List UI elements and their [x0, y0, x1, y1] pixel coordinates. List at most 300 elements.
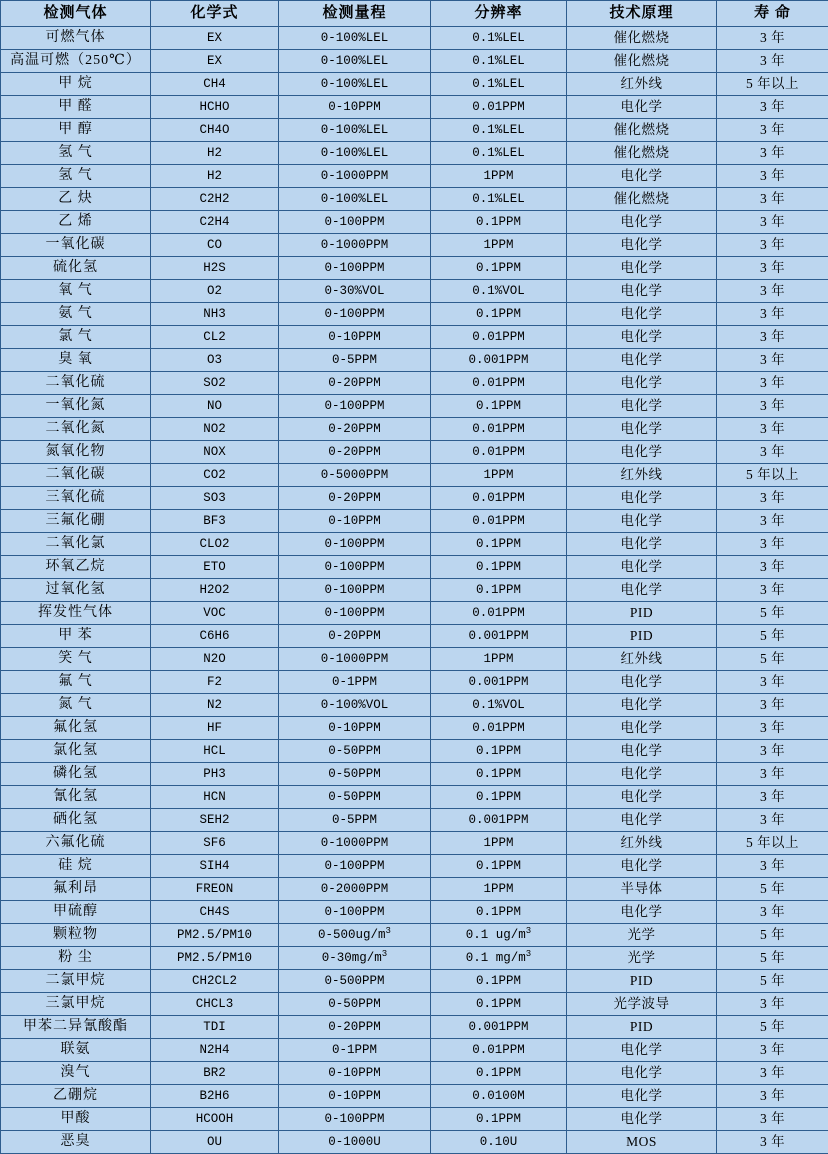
cell-gas-name: 氢 气 — [1, 165, 151, 188]
cell-resolution: 0.1PPM — [431, 211, 567, 234]
cell-formula: CH4S — [151, 901, 279, 924]
cell-formula: FREON — [151, 878, 279, 901]
cell-lifetime: 3 年 — [717, 96, 828, 119]
cell-formula: EX — [151, 27, 279, 50]
cell-formula: O3 — [151, 349, 279, 372]
cell-formula: SEH2 — [151, 809, 279, 832]
cell-gas-name: 氰化氢 — [1, 786, 151, 809]
cell-technology: PID — [567, 970, 717, 993]
cell-lifetime: 3 年 — [717, 1085, 828, 1108]
cell-gas-name: 笑 气 — [1, 648, 151, 671]
table-row — [1, 234, 828, 257]
cell-range: 0-100PPM — [279, 211, 431, 234]
cell-formula: SO3 — [151, 487, 279, 510]
cell-gas-name: 二氧化氮 — [1, 418, 151, 441]
cell-gas-name: 氨 气 — [1, 303, 151, 326]
cell-technology: 电化学 — [567, 786, 717, 809]
cell-formula: N2 — [151, 694, 279, 717]
cell-range: 0-1000PPM — [279, 832, 431, 855]
cell-formula: HCN — [151, 786, 279, 809]
cell-lifetime: 3 年 — [717, 533, 828, 556]
cell-formula: ETO — [151, 556, 279, 579]
table-row — [1, 96, 828, 119]
cell-resolution: 0.1PPM — [431, 1062, 567, 1085]
cell-technology: 电化学 — [567, 855, 717, 878]
cell-technology: 电化学 — [567, 533, 717, 556]
cell-range: 0-20PPM — [279, 372, 431, 395]
table-row — [1, 418, 828, 441]
cell-formula: PH3 — [151, 763, 279, 786]
cell-technology: 电化学 — [567, 1062, 717, 1085]
cell-gas-name: 甲硫醇 — [1, 901, 151, 924]
cell-range: 0-10PPM — [279, 510, 431, 533]
cell-technology: 催化燃烧 — [567, 27, 717, 50]
table-row — [1, 395, 828, 418]
table-row — [1, 717, 828, 740]
cell-technology: 电化学 — [567, 211, 717, 234]
cell-lifetime: 3 年 — [717, 786, 828, 809]
cell-gas-name: 乙 炔 — [1, 188, 151, 211]
cell-technology: 电化学 — [567, 1039, 717, 1062]
table-row — [1, 533, 828, 556]
cell-lifetime: 3 年 — [717, 50, 828, 73]
table-row — [1, 947, 828, 970]
cell-formula: CO2 — [151, 464, 279, 487]
table-row — [1, 188, 828, 211]
table-row — [1, 372, 828, 395]
cell-technology: MOS — [567, 1131, 717, 1154]
cell-resolution: 0.10U — [431, 1131, 567, 1154]
table-row — [1, 510, 828, 533]
cell-resolution: 0.1PPM — [431, 970, 567, 993]
cell-resolution: 1PPM — [431, 878, 567, 901]
table-row — [1, 970, 828, 993]
cell-gas-name: 乙硼烷 — [1, 1085, 151, 1108]
cell-lifetime: 3 年 — [717, 901, 828, 924]
cell-lifetime: 3 年 — [717, 1108, 828, 1131]
cell-range: 0-10PPM — [279, 1085, 431, 1108]
cell-gas-name: 一氧化氮 — [1, 395, 151, 418]
table-row — [1, 487, 828, 510]
cell-lifetime: 3 年 — [717, 1131, 828, 1154]
cell-technology: 红外线 — [567, 464, 717, 487]
table-row — [1, 1039, 828, 1062]
cell-range: 0-1PPM — [279, 1039, 431, 1062]
cell-technology: 红外线 — [567, 648, 717, 671]
cell-lifetime: 3 年 — [717, 395, 828, 418]
cell-formula: HCL — [151, 740, 279, 763]
cell-range: 0-1PPM — [279, 671, 431, 694]
cell-gas-name: 甲 醛 — [1, 96, 151, 119]
cell-gas-name: 臭 氧 — [1, 349, 151, 372]
cell-formula: CHCL3 — [151, 993, 279, 1016]
cell-range: 0-100PPM — [279, 556, 431, 579]
table-row — [1, 901, 828, 924]
cell-formula: OU — [151, 1131, 279, 1154]
cell-gas-name: 三氧化硫 — [1, 487, 151, 510]
cell-formula: SO2 — [151, 372, 279, 395]
table-header-row — [1, 1, 828, 27]
cell-resolution: 0.1%LEL — [431, 142, 567, 165]
cell-resolution: 0.1%LEL — [431, 50, 567, 73]
cell-gas-name: 甲酸 — [1, 1108, 151, 1131]
cell-technology: 电化学 — [567, 280, 717, 303]
cell-resolution: 0.01PPM — [431, 96, 567, 119]
cell-range: 0-50PPM — [279, 786, 431, 809]
cell-lifetime: 3 年 — [717, 372, 828, 395]
cell-technology: 光学波导 — [567, 993, 717, 1016]
cell-formula: H2S — [151, 257, 279, 280]
cell-resolution: 0.1PPM — [431, 556, 567, 579]
column-header-resolution: 分辨率 — [431, 1, 567, 27]
cell-technology: 电化学 — [567, 418, 717, 441]
column-header-gas-name: 检测气体 — [1, 1, 151, 27]
cell-resolution: 0.1PPM — [431, 740, 567, 763]
cell-gas-name: 联氨 — [1, 1039, 151, 1062]
cell-range: 0-100PPM — [279, 579, 431, 602]
cell-gas-name: 可燃气体 — [1, 27, 151, 50]
cell-formula: HCHO — [151, 96, 279, 119]
cell-formula: NH3 — [151, 303, 279, 326]
cell-technology: 电化学 — [567, 257, 717, 280]
cell-technology: 电化学 — [567, 234, 717, 257]
cell-resolution: 0.1%LEL — [431, 73, 567, 96]
cell-lifetime: 3 年 — [717, 1062, 828, 1085]
cell-formula: PM2.5/PM10 — [151, 924, 279, 947]
cell-resolution: 0.01PPM — [431, 418, 567, 441]
cell-technology: 电化学 — [567, 326, 717, 349]
cell-formula: CL2 — [151, 326, 279, 349]
cell-formula: EX — [151, 50, 279, 73]
cell-formula: N2O — [151, 648, 279, 671]
table-row — [1, 1016, 828, 1039]
cell-lifetime: 3 年 — [717, 556, 828, 579]
table-row — [1, 579, 828, 602]
cell-formula: O2 — [151, 280, 279, 303]
cell-technology: PID — [567, 602, 717, 625]
cell-technology: 电化学 — [567, 671, 717, 694]
table-row — [1, 1131, 828, 1154]
cell-technology: 电化学 — [567, 740, 717, 763]
cell-gas-name: 氟利昂 — [1, 878, 151, 901]
cell-technology: 红外线 — [567, 73, 717, 96]
cell-lifetime: 3 年 — [717, 993, 828, 1016]
cell-gas-name: 二氧化硫 — [1, 372, 151, 395]
cell-technology: 催化燃烧 — [567, 142, 717, 165]
cell-formula: N2H4 — [151, 1039, 279, 1062]
cell-range: 0-10PPM — [279, 96, 431, 119]
column-header-technology: 技术原理 — [567, 1, 717, 27]
table-row — [1, 625, 828, 648]
cell-gas-name: 氟 气 — [1, 671, 151, 694]
cell-resolution: 0.001PPM — [431, 625, 567, 648]
table-row — [1, 809, 828, 832]
cell-range: 0-100%LEL — [279, 188, 431, 211]
cell-resolution: 0.1 $mg/m^3$ — [431, 947, 567, 970]
cell-technology: 催化燃烧 — [567, 119, 717, 142]
cell-lifetime: 3 年 — [717, 303, 828, 326]
cell-range: $0-500ug/m^3$ — [279, 924, 431, 947]
cell-lifetime: 3 年 — [717, 487, 828, 510]
cell-gas-name: 一氧化碳 — [1, 234, 151, 257]
cell-lifetime: 5 年以上 — [717, 73, 828, 96]
cell-range: 0-100PPM — [279, 395, 431, 418]
cell-formula: CH4 — [151, 73, 279, 96]
cell-formula: BR2 — [151, 1062, 279, 1085]
cell-resolution: 0.1PPM — [431, 395, 567, 418]
cell-lifetime: 3 年 — [717, 717, 828, 740]
cell-technology: PID — [567, 1016, 717, 1039]
cell-formula: C2H4 — [151, 211, 279, 234]
cell-lifetime: 5 年 — [717, 625, 828, 648]
cell-resolution: 0.01PPM — [431, 441, 567, 464]
table-row — [1, 326, 828, 349]
cell-lifetime: 3 年 — [717, 280, 828, 303]
cell-lifetime: 5 年 — [717, 924, 828, 947]
cell-technology: 电化学 — [567, 303, 717, 326]
table-row — [1, 441, 828, 464]
cell-gas-name: 二氧化碳 — [1, 464, 151, 487]
table-row — [1, 165, 828, 188]
table-row — [1, 993, 828, 1016]
cell-formula: VOC — [151, 602, 279, 625]
cell-range: 0-1000PPM — [279, 234, 431, 257]
cell-gas-name: 六氟化硫 — [1, 832, 151, 855]
cell-gas-name: 氮 气 — [1, 694, 151, 717]
table-row — [1, 763, 828, 786]
cell-range: 0-20PPM — [279, 487, 431, 510]
table-row — [1, 303, 828, 326]
cell-formula: HCOOH — [151, 1108, 279, 1131]
cell-formula: C2H2 — [151, 188, 279, 211]
cell-resolution: 0.01PPM — [431, 510, 567, 533]
cell-formula: H2 — [151, 142, 279, 165]
cell-lifetime: 5 年 — [717, 878, 828, 901]
cell-range: $0-30mg/m^3$ — [279, 947, 431, 970]
cell-range: 0-100PPM — [279, 257, 431, 280]
cell-technology: 催化燃烧 — [567, 188, 717, 211]
cell-technology: PID — [567, 625, 717, 648]
cell-formula: NO — [151, 395, 279, 418]
cell-lifetime: 5 年 — [717, 970, 828, 993]
cell-resolution: 0.1%LEL — [431, 188, 567, 211]
table-row — [1, 27, 828, 50]
table-row — [1, 924, 828, 947]
cell-range: 0-1000PPM — [279, 165, 431, 188]
cell-resolution: 1PPM — [431, 464, 567, 487]
cell-formula: SF6 — [151, 832, 279, 855]
cell-technology: 光学 — [567, 947, 717, 970]
cell-resolution: 0.01PPM — [431, 1039, 567, 1062]
cell-technology: 电化学 — [567, 372, 717, 395]
cell-range: 0-10PPM — [279, 1062, 431, 1085]
cell-resolution: 0.001PPM — [431, 671, 567, 694]
cell-lifetime: 3 年 — [717, 1039, 828, 1062]
table-row — [1, 257, 828, 280]
cell-lifetime: 3 年 — [717, 349, 828, 372]
cell-range: 0-100PPM — [279, 901, 431, 924]
cell-technology: 电化学 — [567, 717, 717, 740]
column-header-range: 检测量程 — [279, 1, 431, 27]
cell-lifetime: 3 年 — [717, 510, 828, 533]
cell-lifetime: 3 年 — [717, 763, 828, 786]
cell-resolution: 0.1PPM — [431, 786, 567, 809]
cell-technology: 电化学 — [567, 556, 717, 579]
table-row — [1, 1108, 828, 1131]
cell-technology: 电化学 — [567, 1085, 717, 1108]
cell-lifetime: 5 年 — [717, 602, 828, 625]
table-row — [1, 786, 828, 809]
cell-range: 0-1000PPM — [279, 648, 431, 671]
cell-lifetime: 3 年 — [717, 27, 828, 50]
cell-gas-name: 过氧化氢 — [1, 579, 151, 602]
cell-range: 0-100%LEL — [279, 50, 431, 73]
cell-range: 0-100PPM — [279, 602, 431, 625]
cell-lifetime: 3 年 — [717, 694, 828, 717]
cell-lifetime: 3 年 — [717, 188, 828, 211]
table-row — [1, 119, 828, 142]
cell-formula: NO2 — [151, 418, 279, 441]
cell-gas-name: 颗粒物 — [1, 924, 151, 947]
cell-range: 0-5000PPM — [279, 464, 431, 487]
cell-technology: 电化学 — [567, 763, 717, 786]
table-row — [1, 142, 828, 165]
cell-gas-name: 二氧化氯 — [1, 533, 151, 556]
cell-resolution: 0.1%LEL — [431, 119, 567, 142]
cell-formula: CH4O — [151, 119, 279, 142]
table-row — [1, 855, 828, 878]
cell-resolution: 0.1PPM — [431, 1108, 567, 1131]
column-header-formula: 化学式 — [151, 1, 279, 27]
cell-technology: 红外线 — [567, 832, 717, 855]
cell-gas-name: 硒化氢 — [1, 809, 151, 832]
cell-range: 0-100PPM — [279, 1108, 431, 1131]
cell-lifetime: 5 年 — [717, 947, 828, 970]
cell-technology: 电化学 — [567, 809, 717, 832]
cell-formula: HF — [151, 717, 279, 740]
cell-gas-name: 氧 气 — [1, 280, 151, 303]
cell-range: 0-100%LEL — [279, 119, 431, 142]
cell-lifetime: 5 年 — [717, 1016, 828, 1039]
cell-gas-name: 甲 苯 — [1, 625, 151, 648]
cell-technology: 电化学 — [567, 901, 717, 924]
cell-resolution: 0.1PPM — [431, 901, 567, 924]
cell-gas-name: 溴气 — [1, 1062, 151, 1085]
cell-technology: 电化学 — [567, 487, 717, 510]
cell-range: 0-10PPM — [279, 717, 431, 740]
cell-gas-name: 磷化氢 — [1, 763, 151, 786]
cell-technology: 电化学 — [567, 165, 717, 188]
cell-range: 0-2000PPM — [279, 878, 431, 901]
table-row — [1, 211, 828, 234]
cell-range: 0-100%VOL — [279, 694, 431, 717]
cell-technology: 电化学 — [567, 441, 717, 464]
cell-gas-name: 粉 尘 — [1, 947, 151, 970]
table-row — [1, 878, 828, 901]
cell-resolution: 0.1 $ug/m^3$ — [431, 924, 567, 947]
cell-technology: 电化学 — [567, 1108, 717, 1131]
cell-range: 0-20PPM — [279, 418, 431, 441]
cell-range: 0-50PPM — [279, 993, 431, 1016]
cell-resolution: 0.1PPM — [431, 855, 567, 878]
table-row — [1, 50, 828, 73]
cell-resolution: 1PPM — [431, 165, 567, 188]
cell-formula: C6H6 — [151, 625, 279, 648]
cell-resolution: 0.0100M — [431, 1085, 567, 1108]
cell-range: 0-100%LEL — [279, 27, 431, 50]
cell-resolution: 0.01PPM — [431, 487, 567, 510]
table-row — [1, 280, 828, 303]
cell-resolution: 0.1PPM — [431, 533, 567, 556]
cell-gas-name: 环氧乙烷 — [1, 556, 151, 579]
cell-technology: 电化学 — [567, 96, 717, 119]
cell-gas-name: 硫化氢 — [1, 257, 151, 280]
cell-resolution: 0.1%VOL — [431, 280, 567, 303]
cell-gas-name: 甲 烷 — [1, 73, 151, 96]
cell-gas-name: 恶臭 — [1, 1131, 151, 1154]
cell-lifetime: 3 年 — [717, 809, 828, 832]
cell-formula: CLO2 — [151, 533, 279, 556]
cell-lifetime: 5 年 — [717, 648, 828, 671]
table-row — [1, 648, 828, 671]
table-row — [1, 671, 828, 694]
cell-technology: 催化燃烧 — [567, 50, 717, 73]
cell-gas-name: 乙 烯 — [1, 211, 151, 234]
table-row — [1, 1085, 828, 1108]
cell-lifetime: 3 年 — [717, 119, 828, 142]
cell-lifetime: 5 年以上 — [717, 464, 828, 487]
cell-lifetime: 3 年 — [717, 165, 828, 188]
cell-formula: NOX — [151, 441, 279, 464]
cell-range: 0-100%LEL — [279, 73, 431, 96]
cell-resolution: 0.01PPM — [431, 602, 567, 625]
cell-gas-name: 硅 烷 — [1, 855, 151, 878]
cell-gas-name: 氯 气 — [1, 326, 151, 349]
cell-lifetime: 3 年 — [717, 211, 828, 234]
cell-gas-name: 氢 气 — [1, 142, 151, 165]
cell-range: 0-100PPM — [279, 533, 431, 556]
table-row — [1, 464, 828, 487]
cell-range: 0-20PPM — [279, 625, 431, 648]
cell-range: 0-100PPM — [279, 855, 431, 878]
cell-formula: H2O2 — [151, 579, 279, 602]
cell-range: 0-20PPM — [279, 441, 431, 464]
cell-resolution: 0.01PPM — [431, 372, 567, 395]
cell-formula: CH2CL2 — [151, 970, 279, 993]
cell-gas-name: 二氯甲烷 — [1, 970, 151, 993]
cell-gas-name: 氮氧化物 — [1, 441, 151, 464]
cell-gas-name: 高温可燃（250℃） — [1, 50, 151, 73]
cell-gas-name: 挥发性气体 — [1, 602, 151, 625]
cell-formula: PM2.5/PM10 — [151, 947, 279, 970]
cell-range: 0-30%VOL — [279, 280, 431, 303]
cell-lifetime: 3 年 — [717, 418, 828, 441]
table-row — [1, 694, 828, 717]
cell-lifetime: 3 年 — [717, 257, 828, 280]
cell-gas-name: 氟化氢 — [1, 717, 151, 740]
cell-range: 0-5PPM — [279, 349, 431, 372]
cell-range: 0-1000U — [279, 1131, 431, 1154]
table-row — [1, 832, 828, 855]
cell-technology: 电化学 — [567, 510, 717, 533]
cell-technology: 光学 — [567, 924, 717, 947]
cell-range: 0-20PPM — [279, 1016, 431, 1039]
cell-formula: BF3 — [151, 510, 279, 533]
cell-resolution: 0.001PPM — [431, 349, 567, 372]
cell-resolution: 1PPM — [431, 832, 567, 855]
cell-gas-name: 甲苯二异氰酸酯 — [1, 1016, 151, 1039]
cell-range: 0-5PPM — [279, 809, 431, 832]
